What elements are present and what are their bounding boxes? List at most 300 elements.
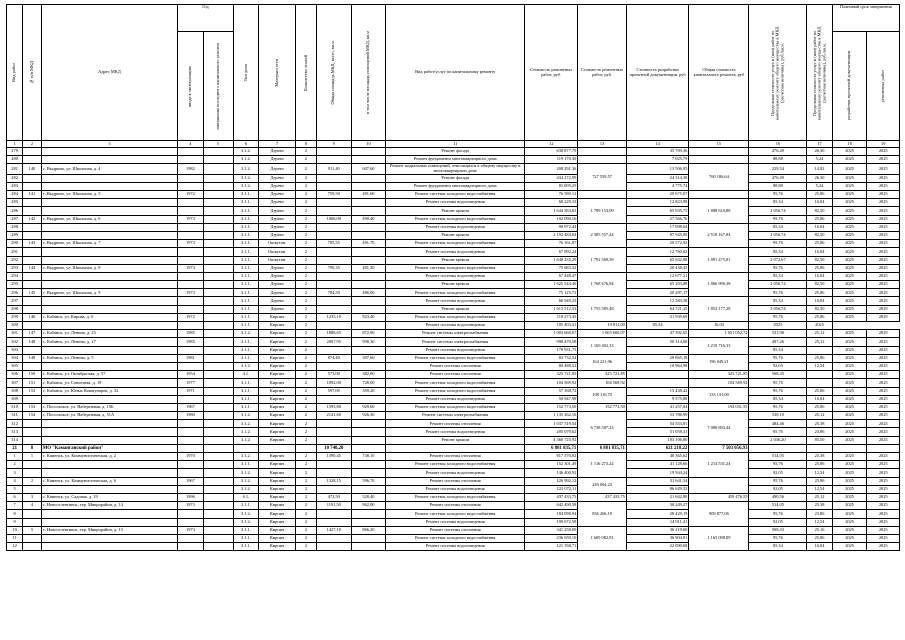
- table-cell: 2: [296, 469, 317, 477]
- table-cell: [41, 231, 177, 239]
- table-cell: 8: [7, 510, 23, 518]
- table-cell: 25,38: [807, 453, 832, 461]
- table-cell: 3.1.1.: [233, 403, 258, 411]
- table-cell: 152 773,50: [578, 403, 627, 411]
- hdr-text: ремонтных работ: [879, 69, 885, 103]
- table-cell: [203, 371, 233, 379]
- merged-total-cell: 1 219 716,33: [689, 338, 749, 354]
- table-cell: Ремонт системы холодного водоснабжения: [386, 461, 525, 469]
- table-cell: 2: [7, 461, 23, 469]
- table-cell: 508,43: [749, 526, 807, 534]
- table-cell: 2: [296, 240, 317, 248]
- table-cell: 1973: [178, 215, 203, 223]
- table-cell: [351, 305, 386, 313]
- merged-total-cell: 836 266,19: [578, 502, 627, 527]
- table-cell: 1973: [178, 526, 203, 534]
- table-cell: [203, 256, 233, 264]
- hdr-text: в том числе площадь помещений МКД, кв.м: [365, 31, 371, 114]
- table-cell: 20 675,07: [626, 191, 688, 199]
- table-cell: [203, 240, 233, 248]
- table-cell: 2: [296, 354, 317, 362]
- table-cell: Ошкутан.: [259, 240, 296, 248]
- table-row: [7, 477, 900, 485]
- table-cell: [316, 510, 351, 518]
- table-cell: 95,76: [749, 191, 807, 199]
- table-cell: 25,86: [807, 191, 832, 199]
- table-cell: [178, 469, 203, 477]
- merged-total-cell: 1 755 585,48: [578, 297, 627, 322]
- table-cell: Ремонт системы холодного водоснабжения: [386, 534, 525, 542]
- table-cell: [203, 182, 233, 190]
- table-cell: МО "Каманганский район": [41, 444, 177, 452]
- table-cell: 2: [23, 477, 42, 485]
- table-cell: [41, 518, 177, 526]
- table-cell: [203, 543, 233, 551]
- table-row: [7, 231, 900, 239]
- table-cell: 31 641,54: [626, 477, 688, 485]
- table-cell: [178, 428, 203, 436]
- table-cell: 3.1.1.: [233, 322, 258, 330]
- table-cell: [178, 436, 203, 444]
- table-cell: 1427,10: [316, 526, 351, 534]
- table-cell: 41 257,04: [626, 403, 688, 411]
- header-row: [7, 5, 900, 32]
- table-cell: [23, 207, 42, 215]
- merged-total-cell: 909 877,06: [689, 502, 749, 527]
- table-cell: 25,86: [807, 403, 832, 411]
- table-cell: Ремонт системы отопления: [386, 371, 525, 379]
- table-cell: [203, 420, 233, 428]
- table-cell: 2: [296, 510, 317, 518]
- table-cell: 6 881 835,71: [578, 444, 627, 452]
- table-cell: с. Кабанск, ул. Кирова, д. 6: [41, 313, 177, 321]
- table-cell: 2025: [832, 412, 867, 420]
- merged-total-cell: 1 768 676,84: [578, 272, 627, 297]
- table-cell: 926,30: [351, 412, 386, 420]
- table-cell: [23, 395, 42, 403]
- table-row: [7, 174, 900, 182]
- table-row: [7, 322, 900, 330]
- table-row: [7, 297, 900, 305]
- table-cell: 85,34: [749, 395, 807, 403]
- table-cell: 2: [296, 256, 317, 264]
- table-cell: 3.1.2.: [233, 469, 258, 477]
- table-cell: 310: [7, 403, 23, 411]
- table-cell: 1977: [178, 379, 203, 387]
- table-cell: 3.1.1.: [233, 281, 258, 289]
- table-cell: [351, 248, 386, 256]
- table-cell: [351, 461, 386, 469]
- table-cell: Ремонт системы электроснабжения: [386, 330, 525, 338]
- table-cell: 2 056,74: [749, 305, 807, 313]
- hdr-text: разработки проектной документации: [846, 51, 852, 121]
- table-cell: 2025: [867, 281, 900, 289]
- table-cell: 145: [23, 289, 42, 297]
- table-cell: [832, 444, 867, 452]
- table-cell: 2025: [832, 215, 867, 223]
- table-cell: 2025: [867, 371, 900, 379]
- column-number: 8: [296, 141, 317, 148]
- table-cell: Дерево: [259, 264, 296, 272]
- table-cell: Ремонт системы холодного водоснабжения: [386, 493, 525, 501]
- table-cell: [316, 223, 351, 231]
- table-cell: Кирпич: [259, 387, 296, 395]
- table-cell: 50 314,00: [626, 338, 688, 346]
- table-cell: Ремонт фасада: [386, 174, 525, 182]
- table-cell: 17 098,64: [626, 223, 688, 231]
- table-cell: [316, 428, 351, 436]
- table-cell: 2025: [867, 174, 900, 182]
- table-cell: 705,55: [316, 240, 351, 248]
- table-cell: [351, 485, 386, 493]
- table-cell: 382,00: [351, 371, 386, 379]
- table-cell: 2: [296, 436, 317, 444]
- table-cell: с. Выдрино, ул. Школьная, д. 4: [41, 164, 177, 174]
- table-cell: [351, 420, 386, 428]
- table-cell: [203, 148, 233, 156]
- table-cell: 2025: [832, 289, 867, 297]
- hdr-work-kind: [386, 5, 525, 141]
- hdr-premises-area: [351, 5, 386, 141]
- table-cell: Ремонт системы холодного водоснабжения: [386, 240, 525, 248]
- table-cell: 25,86: [807, 534, 832, 542]
- table-cell: 304: [7, 354, 23, 362]
- table-cell: 16,04: [807, 223, 832, 231]
- table-cell: Кирпич: [259, 526, 296, 534]
- table-row: [7, 256, 900, 264]
- table-cell: 2: [296, 322, 317, 330]
- table-cell: 95,76: [749, 387, 807, 395]
- table-cell: Дерево: [259, 223, 296, 231]
- table-cell: 1967: [178, 477, 203, 485]
- table-cell: 21: [7, 444, 23, 452]
- table-cell: [351, 156, 386, 164]
- table-cell: [23, 420, 42, 428]
- hdr-text: Плановый срок завершения: [839, 4, 892, 9]
- table-cell: 2: [296, 518, 317, 526]
- table-cell: 2025: [867, 256, 900, 264]
- table-cell: [316, 248, 351, 256]
- table-cell: 2: [296, 215, 317, 223]
- table-cell: [23, 461, 42, 469]
- table-cell: [178, 256, 203, 264]
- table-cell: 1092,00: [316, 379, 351, 387]
- hdr-text: Количество этажей: [302, 54, 308, 91]
- table-cell: 2025: [832, 477, 867, 485]
- table-cell: 607,60: [351, 164, 386, 174]
- table-cell: 3.1.1.: [233, 346, 258, 354]
- table-cell: 6 881 835,71: [525, 444, 578, 452]
- table-row: [7, 182, 900, 190]
- table-cell: 568,45: [749, 371, 807, 379]
- table-cell: 2025: [867, 191, 900, 199]
- table-cell: 2025: [867, 354, 900, 362]
- table-cell: 126 992,12: [525, 477, 578, 485]
- table-cell: 2: [296, 485, 317, 493]
- table-cell: 1996: [178, 493, 203, 501]
- table-cell: 2025: [832, 379, 867, 387]
- table-cell: 2025: [867, 510, 900, 518]
- table-cell: 3.1.1.: [233, 248, 258, 256]
- table-cell: 25,86: [807, 264, 832, 272]
- table-cell: [316, 461, 351, 469]
- table-cell: 2: [296, 461, 317, 469]
- table-cell: Кирпич: [259, 510, 296, 518]
- table-cell: [316, 199, 351, 207]
- table-cell: [689, 191, 749, 199]
- table-cell: [351, 256, 386, 264]
- table-cell: 530,10: [749, 412, 807, 420]
- table-row: [7, 453, 900, 461]
- table-row: [7, 543, 900, 551]
- table-cell: 2: [296, 248, 317, 256]
- table-cell: 437 433,75: [525, 493, 578, 501]
- table-cell: 2: [296, 272, 317, 280]
- table-cell: 82,50: [807, 256, 832, 264]
- table-cell: 95,76: [749, 289, 807, 297]
- table-cell: 85,34: [749, 223, 807, 231]
- table-cell: 2025: [867, 428, 900, 436]
- table-cell: [351, 199, 386, 207]
- table-cell: 75 683,32: [525, 264, 578, 272]
- table-cell: [203, 436, 233, 444]
- table-cell: [41, 322, 177, 330]
- table-cell: [178, 272, 203, 280]
- table-cell: 85,34: [749, 543, 807, 551]
- table-cell: 3: [7, 469, 23, 477]
- table-cell: Ремонт системы водоотведения: [386, 428, 525, 436]
- table-cell: 2025: [867, 485, 900, 493]
- table-cell: 2: [296, 477, 317, 485]
- table-cell: с. Новоселенгинск, тер. Микрорайон, д. 14: [41, 502, 177, 510]
- table-cell: [178, 485, 203, 493]
- table-cell: [203, 248, 233, 256]
- table-cell: Ремонт системы отопления: [386, 477, 525, 485]
- table-cell: [23, 199, 42, 207]
- table-cell: Кирпич: [259, 485, 296, 493]
- table-cell: 2025: [867, 346, 900, 354]
- table-cell: [41, 362, 177, 370]
- table-cell: 151: [23, 379, 42, 387]
- table-cell: Кирпич: [259, 346, 296, 354]
- table-cell: 2007,95: [316, 338, 351, 346]
- table-cell: [351, 223, 386, 231]
- table-cell: 3.1.2.: [233, 453, 258, 461]
- table-cell: 2025: [867, 272, 900, 280]
- table-cell: Кирпич: [259, 338, 296, 346]
- table-cell: 2: [296, 428, 317, 436]
- table-cell: [203, 223, 233, 231]
- table-cell: 2025: [832, 362, 867, 370]
- table-cell: 5,24: [807, 156, 832, 164]
- table-cell: 2025: [867, 403, 900, 411]
- table-cell: [23, 428, 42, 436]
- table-cell: 12 823,98: [626, 199, 688, 207]
- table-cell: 2025: [832, 338, 867, 346]
- table-cell: [203, 428, 233, 436]
- table-cell: Кирпич: [259, 436, 296, 444]
- table-cell: [178, 534, 203, 542]
- table-cell: [23, 362, 42, 370]
- table-cell: 2: [296, 148, 317, 156]
- table-cell: 486,00: [351, 289, 386, 297]
- table-cell: 95,76: [749, 264, 807, 272]
- table-cell: 2025: [832, 256, 867, 264]
- table-cell: Кирпич: [259, 543, 296, 551]
- table-cell: 67 448,47: [525, 272, 578, 280]
- table-cell: 85,34: [749, 248, 807, 256]
- table-cell: 459 476,55: [689, 493, 749, 501]
- table-cell: [203, 156, 233, 164]
- table-cell: 2025: [832, 148, 867, 156]
- table-cell: 2: [296, 191, 317, 199]
- table-cell: 1 135 262,16: [525, 412, 578, 420]
- table-cell: 528,40: [351, 493, 386, 501]
- table-cell: 12,54: [807, 362, 832, 370]
- table-cell: 3.1.2.: [233, 182, 258, 190]
- table-cell: 3.1.1.: [233, 231, 258, 239]
- table-cell: 359,20: [351, 387, 386, 395]
- table-cell: 6: [7, 493, 23, 501]
- table-cell: 1981: [178, 354, 203, 362]
- table-cell: 95,76: [749, 477, 807, 485]
- table-cell: 205 079,62: [525, 428, 578, 436]
- table-cell: 12 583,38: [626, 297, 688, 305]
- table-cell: 2025: [867, 469, 900, 477]
- table-cell: [626, 379, 688, 387]
- table-cell: [203, 289, 233, 297]
- table-cell: [23, 272, 42, 280]
- table-cell: [203, 485, 233, 493]
- table-cell: [233, 444, 258, 452]
- table-cell: 95,76: [749, 403, 807, 411]
- table-cell: 2025: [749, 322, 807, 330]
- table-cell: 287: [7, 215, 23, 223]
- table-cell: Дерево: [259, 148, 296, 156]
- table-cell: 119 170,30: [525, 156, 578, 164]
- table-cell: 83 732,54: [525, 354, 578, 362]
- table-cell: 1 003 660,07: [578, 330, 627, 338]
- table-cell: 1967: [178, 403, 203, 411]
- table-cell: Кирпич: [259, 379, 296, 387]
- table-cell: 1 037 519,54: [525, 420, 578, 428]
- hdr-text: завершения последнего капитального ремонта: [214, 42, 220, 130]
- table-cell: 16,04: [807, 199, 832, 207]
- table-cell: [203, 362, 233, 370]
- table-cell: 2: [296, 420, 317, 428]
- table-cell: 82,50: [807, 231, 832, 239]
- table-cell: Кирпич: [259, 371, 296, 379]
- hdr-address: [41, 5, 177, 141]
- table-cell: 16,04: [807, 272, 832, 280]
- table-cell: 638 877,79: [525, 148, 578, 156]
- table-row: [7, 379, 900, 387]
- table-cell: 2025: [867, 199, 900, 207]
- table-cell: 1886,65: [316, 330, 351, 338]
- table-cell: [203, 461, 233, 469]
- table-cell: [23, 248, 42, 256]
- merged-total-cell: [689, 477, 749, 493]
- table-cell: 2025: [867, 231, 900, 239]
- table-cell: 66 949,23: [525, 297, 578, 305]
- table-cell: [351, 395, 386, 403]
- table-cell: [203, 502, 233, 510]
- table-cell: Дерево: [259, 289, 296, 297]
- table-cell: 2025: [867, 156, 900, 164]
- table-cell: 279: [7, 148, 23, 156]
- table-cell: с. Новоселенгинск, тер. Микрорайон, д. 13: [41, 526, 177, 534]
- column-number: 15: [689, 141, 749, 148]
- table-cell: Кирпич: [259, 469, 296, 477]
- table-cell: 16,04: [807, 543, 832, 551]
- table-cell: 23,86: [807, 510, 832, 518]
- table-cell: 10: [7, 526, 23, 534]
- table-cell: 296: [7, 289, 23, 297]
- table-cell: 288: [7, 223, 23, 231]
- table-cell: 325 721,85: [525, 371, 578, 379]
- table-row: [7, 264, 900, 272]
- merged-total-cell: 164 221,06: [578, 354, 627, 370]
- table-cell: 1972: [178, 191, 203, 199]
- merged-total-cell: 6 738 587,23: [578, 412, 627, 445]
- hdr-repair-cost-a: [525, 5, 578, 141]
- table-cell: [203, 387, 233, 395]
- table-cell: [316, 395, 351, 403]
- table-cell: 291: [7, 248, 23, 256]
- table-cell: [203, 231, 233, 239]
- table-cell: [203, 493, 233, 501]
- table-cell: 85,50: [807, 436, 832, 444]
- table-cell: 2: [296, 264, 317, 272]
- table-cell: 434 272,99: [525, 174, 578, 182]
- table-cell: 314: [7, 436, 23, 444]
- table-cell: 95,76: [749, 534, 807, 542]
- table-cell: [807, 371, 832, 379]
- table-cell: 23,86: [807, 428, 832, 436]
- table-cell: 2: [296, 526, 317, 534]
- table-cell: 150: [23, 371, 42, 379]
- merged-total-cell: 1 792 569,39: [578, 248, 627, 273]
- table-cell: Кирпич: [259, 322, 296, 330]
- table-cell: [351, 272, 386, 280]
- table-cell: 35 709,36: [626, 148, 688, 156]
- table-cell: Ремонт системы электроснабжения: [386, 338, 525, 346]
- table-cell: 82,50: [807, 305, 832, 313]
- table-cell: 9 575,88: [626, 395, 688, 403]
- table-cell: 10 740,20: [316, 444, 351, 452]
- table-row: [7, 191, 900, 199]
- table-row: [7, 485, 900, 493]
- table-row: [7, 281, 900, 289]
- table-cell: 2025: [832, 156, 867, 164]
- table-cell: 65 203,88: [626, 281, 688, 289]
- table-cell: [41, 461, 177, 469]
- table-cell: [351, 534, 386, 542]
- table-cell: с. Выдрино, ул. Школьная, д. 5: [41, 191, 177, 199]
- table-cell: 2: [296, 362, 317, 370]
- table-cell: 36 904,81: [626, 534, 688, 542]
- table-cell: 148: [23, 338, 42, 346]
- table-cell: Кирпич: [259, 428, 296, 436]
- hdr-text: Стоимость ремонтных работ, руб.: [580, 66, 624, 77]
- table-cell: 90 972,44: [525, 223, 578, 231]
- table-cell: [316, 182, 351, 190]
- hdr-commissioning: [178, 32, 203, 141]
- table-cell: Ремонт крыши: [386, 207, 525, 215]
- table-cell: [351, 231, 386, 239]
- column-number: 6: [233, 141, 258, 148]
- table-cell: 7 025,79: [626, 156, 688, 164]
